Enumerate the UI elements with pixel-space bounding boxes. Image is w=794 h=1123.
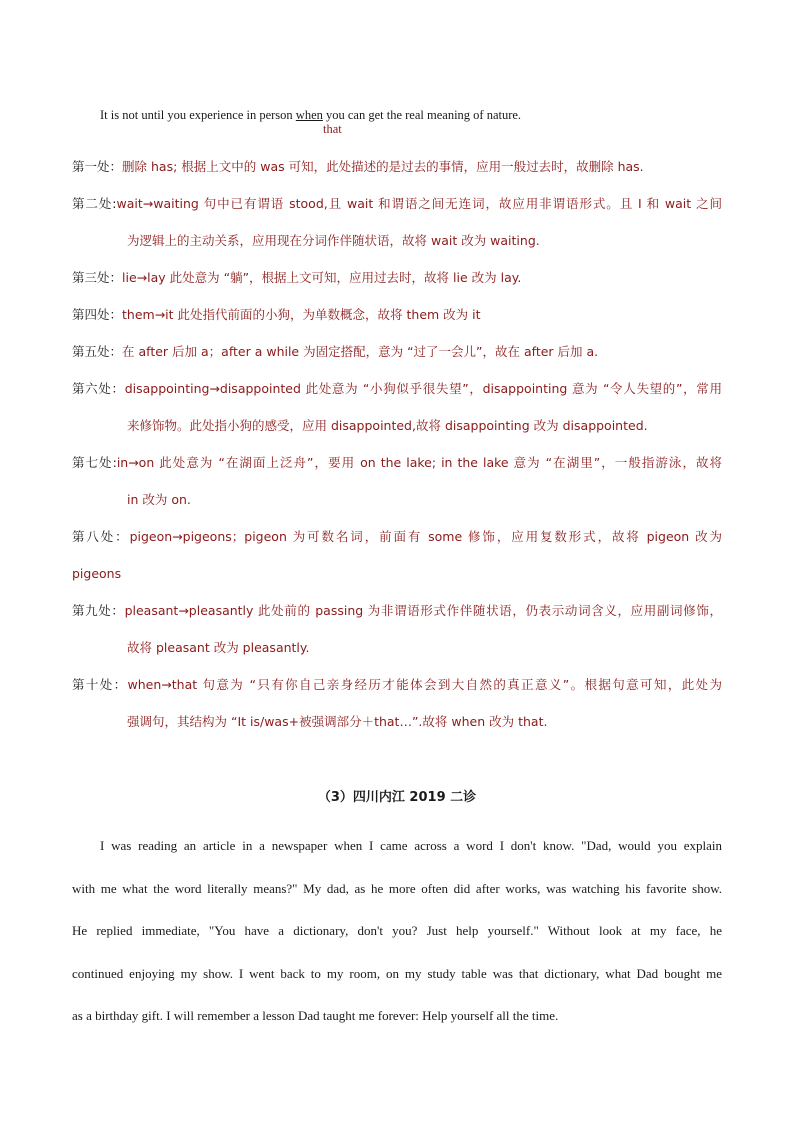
entry-continuation: in 改为 on. xyxy=(127,492,191,507)
section-heading: （3）四川内江 2019 二诊 xyxy=(317,790,477,805)
explanation-10 xyxy=(72,666,722,740)
passage-line: with me what the word literally means?" My dad, as he more often did after works, was watching his favorite show. xyxy=(72,880,722,896)
passage-line: continued enjoying my show. I went back to my room, on my study table was that dictionary, what Dad bought me xyxy=(72,965,722,981)
entry-text: wait→waiting 句中已有谓语 stood,且 wait 和谓语之间无连词，故应用非谓语形式。且 I 和 wait 之间 xyxy=(116,196,722,211)
explanation-2 xyxy=(72,185,722,259)
entry-text: pigeon→pigeons；pigeon 为可数名词，前面有 some 修饰，应用复数形式，故将 pigeon 改为 xyxy=(129,529,722,544)
entry-label: 第三处： xyxy=(72,270,123,285)
explanation-4 xyxy=(72,296,722,333)
explanation-9 xyxy=(72,592,722,666)
explanation-3 xyxy=(72,259,722,296)
entry-label: 第五处： xyxy=(72,344,123,359)
answer-explanations xyxy=(72,148,722,740)
entry-label: 第四处： xyxy=(72,307,123,322)
entry-label: 第八处： xyxy=(72,529,130,544)
entry-text: when→that 句意为 “只有你自己亲身经历才能体会到大自然的真正意义”。根据句意可知，此处为 xyxy=(127,677,722,692)
sentence-end: you can get the real meaning of nature. xyxy=(322,108,522,122)
entry-label: 第九处： xyxy=(72,603,125,618)
entry-continuation: 强调句，其结构为 “It is/was+被强调部分＋that…”.故将 when 改为 that. xyxy=(127,714,548,729)
correction-word: that xyxy=(323,122,342,136)
entry-label: 第十处： xyxy=(72,677,128,692)
explanation-6 xyxy=(72,370,722,444)
entry-text: disappointing→disappointed 此处意为 “小狗似乎很失望”，disappointing 意为 “令人失望的”，常用 xyxy=(124,381,722,396)
entry-label: 第一处： xyxy=(72,159,123,174)
exercise-passage xyxy=(72,825,722,1038)
sentence-start: It is not until you experience in person xyxy=(100,108,296,122)
entry-text: pleasant→pleasantly 此处前的 passing 为非谓语形式作伴随状语，仍表示动词含义，应用副词修饰， xyxy=(124,603,722,618)
explanation-5 xyxy=(72,333,722,370)
underlined-word: when xyxy=(295,108,323,122)
entry-continuation: pigeons xyxy=(72,566,122,581)
example-sentence xyxy=(100,108,521,123)
entry-text: in→on 此处意为 “在湖面上泛舟”，要用 on the lake; in the lake 意为 “在湖里”，一般指游泳，故将 xyxy=(116,455,723,470)
entry-continuation: 故将 pleasant 改为 pleasantly. xyxy=(127,640,310,655)
entry-text: 在 after 后加 a；after a while 为固定搭配，意为 “过了一会儿”，故在 after 后加 a. xyxy=(122,344,599,359)
passage-line: I was reading an article in a newspaper when I came across a word I don't know. "Dad, would you explain xyxy=(100,838,722,853)
entry-text: 删除 has; 根据上文中的 was 可知，此处描述的是过去的事情，应用一般过去时，故删除 has. xyxy=(122,159,644,174)
entry-text: lie→lay 此处意为 “躺”，根据上文可知，应用过去时，故将 lie 改为 lay. xyxy=(122,270,522,285)
entry-label: 第二处: xyxy=(72,196,117,211)
explanation-8 xyxy=(72,518,722,592)
entry-continuation: 来修饰物。此处指小狗的感受，应用 disappointed,故将 disappointing 改为 disappointed. xyxy=(127,418,648,433)
entry-continuation: 为逻辑上的主动关系，应用现在分词作伴随状语，故将 wait 改为 waiting. xyxy=(127,233,540,248)
passage-line: as a birthday gift. I will remember a lesson Dad taught me forever: Help yourself all the time. xyxy=(72,1008,559,1023)
entry-text: them→it 此处指代前面的小狗，为单数概念，故将 them 改为 it xyxy=(122,307,481,322)
entry-label: 第六处： xyxy=(72,381,125,396)
explanation-7 xyxy=(72,444,722,518)
passage-line: He replied immediate, "You have a dictionary, don't you? Just help yourself." Without look at my face, he xyxy=(72,923,722,938)
entry-label: 第七处: xyxy=(72,455,117,470)
explanation-1 xyxy=(72,148,722,185)
